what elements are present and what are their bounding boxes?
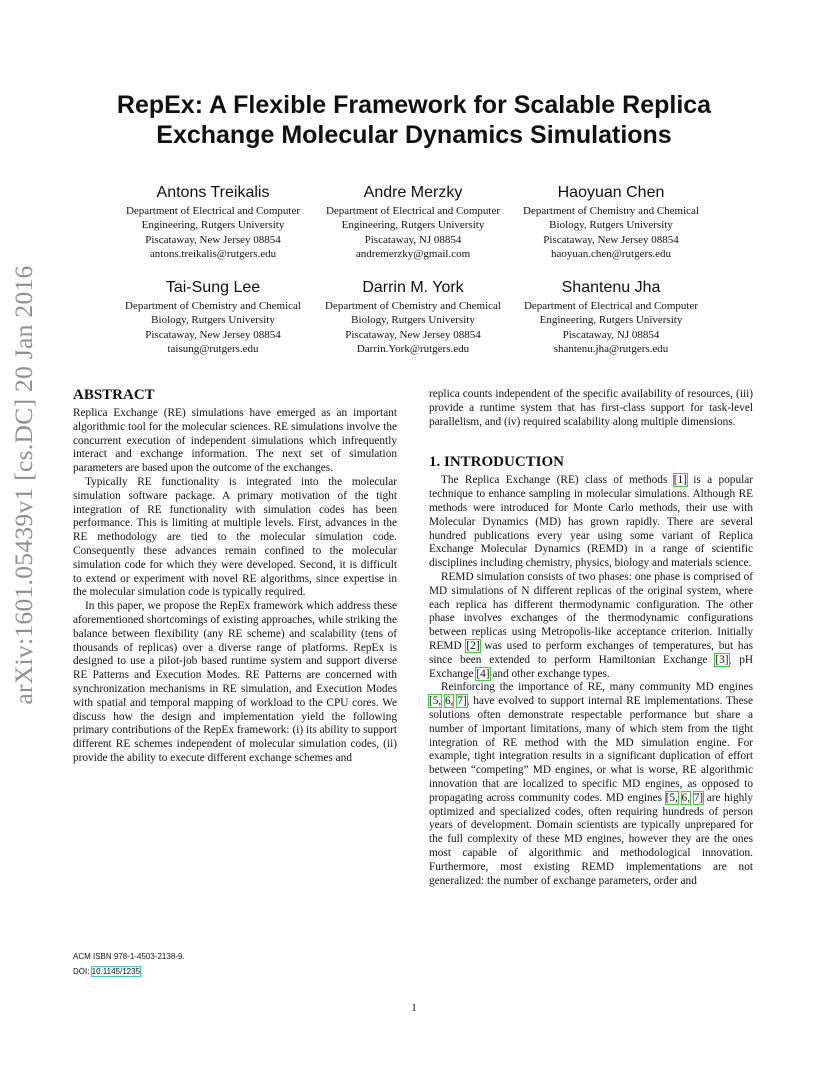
intro-paragraph: The Replica Exchange (RE) class of methods [1] is a popular technique to enhance sampling in molecular simulations. Although RE methods were introduced for Monte Carlo methods, their use with Molecular Dynamics (MD) has grown rapidly. There are several hundred publications every year using some variant of Replica Exchange Molecular Dynamics (REMD) in a range of scientific disciplines including chemistry, physics, biology and materials science. — [429, 474, 754, 570]
citation-link[interactable]: 6, — [445, 695, 454, 708]
abstract-paragraph: In this paper, we propose the RepEx framework which address these aforementioned shortcomings of existing approaches, while striking the balance between flexibility (any RE scheme) and scalability (tens of thousands of replicas) over a diverse range of platforms. RepEx is designed to use a pilot-job based runtime system and support diverse RE Patterns and Execution Modes. RE Patterns are concerned with synchronization mechanisms in RE simulation, and Execution Modes with spatial and temporal mapping of workload to the CPU cores. We discuss how the design and implementation yield the following primary contributions of the RepEx framework: (i) its ability to support different RE schemes independent of molecular simulation codes, (ii) provide the ability to execute different exchange schemes and — [73, 600, 397, 764]
citation-link[interactable]: [4] — [476, 667, 490, 680]
author-location: Piscataway, NJ 08854 — [562, 328, 660, 341]
author-location: Piscataway, NJ 08854 — [364, 233, 462, 246]
author-email: haoyuan.chen@rutgers.edu — [550, 248, 672, 261]
author-block — [313, 278, 513, 357]
doi-line: DOI: 10.1145/1235 — [73, 967, 141, 976]
arxiv-stamp — [4, 265, 44, 705]
author-location: Piscataway, New Jersey 08854 — [543, 233, 679, 246]
citation-link[interactable]: [5, — [665, 791, 678, 804]
isbn-line: ACM ISBN 978-1-4503-2138-9. — [73, 952, 185, 961]
author-affiliation: Department of Electrical and Computer Engineering, Rutgers University — [325, 205, 501, 232]
footnote — [73, 949, 185, 979]
author-affiliation: Department of Electrical and Computer Engineering, Rutgers University — [523, 300, 699, 327]
author-email: shantenu.jha@rutgers.edu — [553, 343, 669, 356]
intro-paragraph: REMD simulation consists of two phases: one phase is comprised of MD simulations of N different replicas of the original system, where each replica has different thermodynamic configuration. The other phase involves exchanges of the thermodynamic configurations between replicas using Metropolis-like acceptance criterion. Initially REMD [2] was used to perform exchanges of temperatures, but has since been extended to perform Hamiltonian Exchange [3], pH Exchange [4] and other exchange types. — [429, 570, 753, 680]
citation-link[interactable]: 7] — [693, 791, 704, 804]
author-affiliation: Department of Chemistry and Chemical Biology, Rutgers University — [523, 205, 699, 232]
author-location: Piscataway, New Jersey 08854 — [145, 233, 281, 246]
author-name: Shantenu Jha — [561, 279, 661, 296]
author-affiliation: Department of Chemistry and Chemical Biology, Rutgers University — [125, 300, 301, 327]
author-block — [113, 278, 313, 357]
author-block — [511, 183, 711, 262]
author-affiliation: Department of Electrical and Computer Engineering, Rutgers University — [125, 205, 301, 232]
citation-link[interactable]: 6, — [681, 791, 691, 804]
author-email: antons.treikalis@rutgers.edu — [149, 248, 277, 261]
abstract-continuation: replica counts independent of the specific availability of resources, (iii) provide a runtime system that has first-class support for task-level parallelism, and (iv) required scalability along multiple dimensions. — [429, 388, 753, 428]
arxiv-identifier: arXiv:1601.05439v1 [cs.DC] 20 Jan 2016 — [9, 265, 38, 705]
author-name: Antons Treikalis — [156, 184, 270, 201]
citation-link[interactable]: [5, — [429, 695, 442, 708]
title-line-2: Exchange Molecular Dynamics Simulations — [156, 121, 672, 149]
introduction-heading: 1. INTRODUCTION — [429, 454, 565, 471]
author-block — [511, 278, 711, 357]
paper-title — [60, 90, 768, 150]
left-column — [73, 386, 397, 766]
author-location: Piscataway, New Jersey 08854 — [145, 328, 281, 341]
author-name: Darrin M. York — [362, 279, 464, 296]
author-name: Andre Merzky — [363, 184, 463, 201]
abstract-heading: ABSTRACT — [73, 387, 155, 403]
abstract-paragraph: Replica Exchange (RE) simulations have emerged as an important algorithmic tool for the molecular sciences. RE simulations involve the concurrent execution of independent simulations which infrequently interact and exchange information. The next set of simulation parameters are based upon the outcome of the exchanges. — [73, 407, 397, 475]
abstract-paragraph: Typically RE functionality is integrated into the molecular simulation software package. A primary motivation of the tight integration of RE functionality with simulation codes has been performance. This is limiting at multiple levels. First, advances in the RE methodology are tied to the molecular simulation code. Consequently these advances remain confined to the molecular simulation code for which they were developed. Second, it is difficult to extend or experiment with novel RE algorithms, since expertise in the molecular simulation code is typically required. — [73, 475, 397, 599]
doi-link[interactable]: 10.1145/1235 — [91, 967, 141, 976]
author-email: andremerzky@gmail.com — [355, 248, 471, 261]
intro-paragraph: Reinforcing the importance of RE, many community MD engines [5, 6, 7], have evolved to support internal RE implementations. These solutions often demonstrate respectable performance but share a number of important limitations, many of which stem from the tight integration of RE method with the MD simulation engine. For example, tight integration results in a significant duplication of effort between “competing” MD engines, or what is worse, RE algorithmic innovation that are localized to specific MD engines, as opposed to propagating across community codes. MD engines [5, 6, 7] are highly optimized and specialized codes, often requiring hundreds of person years of development. Domain scientists are typically unprepared for the full complexity of these MD engines, however they are the ones most capable of algorithmic and methodological innovation. Furthermore, most existing REMD implementations are not generalized: the number of exchange parameters, order and — [429, 681, 754, 887]
author-name: Tai-Sung Lee — [165, 279, 261, 296]
page-number: 1 — [411, 1002, 417, 1014]
author-affiliation: Department of Chemistry and Chemical Biology, Rutgers University — [325, 300, 501, 327]
author-block — [113, 183, 313, 262]
author-location: Piscataway, New Jersey 08854 — [345, 328, 481, 341]
author-email: Darrin.York@rutgers.edu — [356, 343, 470, 356]
citation-link[interactable]: [1] — [673, 474, 687, 487]
citation-link[interactable]: [2] — [466, 639, 480, 652]
author-email: taisung@rutgers.edu — [167, 343, 259, 356]
right-column — [429, 388, 753, 888]
title-line-1: RepEx: A Flexible Framework for Scalable Replica — [116, 91, 712, 119]
citation-link[interactable]: 7] — [457, 695, 467, 708]
citation-link[interactable]: [3] — [715, 653, 729, 666]
author-name: Haoyuan Chen — [557, 184, 665, 201]
author-block — [313, 183, 513, 262]
